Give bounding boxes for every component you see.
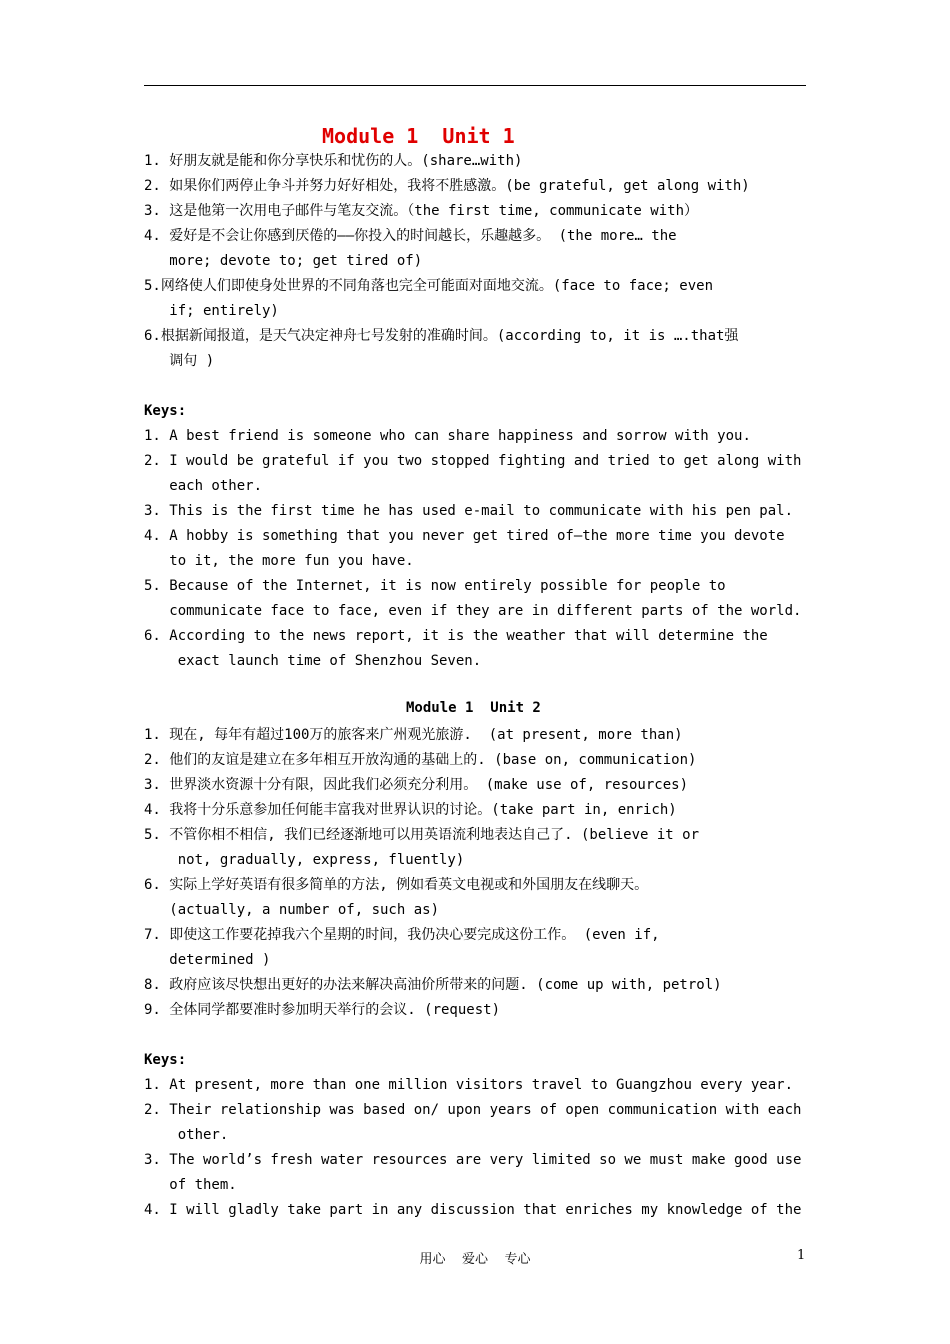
unit2-key: 1. At present, more than one million visitors travel to Guangzhou every year. [144, 1077, 794, 1093]
unit2-question-cont: not, gradually, express, fluently) [144, 852, 465, 868]
unit1-key-cont: to it, the more fun you have. [144, 553, 414, 569]
header-rule [144, 85, 806, 86]
unit2-question: 2. 他们的友谊是建立在多年相互开放沟通的基础上的. (base on, communication) [144, 752, 697, 768]
unit2-key-cont: of them. [144, 1177, 237, 1193]
unit1-question: 4. 爱好是不会让你感到厌倦的——你投入的时间越长，乐趣越多。 (the more… the [144, 228, 677, 244]
unit2-question: 1. 现在, 每年有超过100万的旅客来广州观光旅游. (at present, more than) [144, 727, 683, 743]
unit2-question: 7. 即使这工作要花掉我六个星期的时间，我仍决心要完成这份工作。 (even if, [144, 927, 660, 943]
unit1-question: 6.根据新闻报道，是天气决定神舟七号发射的准确时间。(according to, it is ….that强 [144, 328, 739, 344]
unit2-question: 4. 我将十分乐意参加任何能丰富我对世界认识的讨论。(take part in, enrich) [144, 802, 677, 818]
unit1-key: 3. This is the first time he has used e-mail to communicate with his pen pal. [144, 503, 794, 519]
unit1-key: 6. According to the news report, it is the weather that will determine the [144, 628, 768, 644]
unit2-question: 6. 实际上学好英语有很多简单的方法, 例如看英文电视或和外国朋友在线聊天。 [144, 877, 649, 893]
unit1-key-cont: exact launch time of Shenzhou Seven. [144, 653, 482, 669]
unit2-key-cont: other. [144, 1127, 229, 1143]
unit2-question: 8. 政府应该尽快想出更好的办法来解决高油价所带来的问题. (come up with, petrol) [144, 977, 722, 993]
unit1-question: 2. 如果你们两停止争斗并努力好好相处，我将不胜感激。(be grateful, get along with) [144, 178, 750, 194]
unit2-question: 9. 全体同学都要准时参加明天举行的会议. (request) [144, 1002, 501, 1018]
unit2-heading: Module 1 Unit 2 [406, 700, 541, 716]
unit1-question: 1. 好朋友就是能和你分享快乐和忧伤的人。(share…with) [144, 153, 523, 169]
unit1-key: 4. A hobby is something that you never get tired of—the more time you devote [144, 528, 785, 544]
unit1-question-cont: 调句 ) [144, 353, 215, 369]
unit1-key-cont: communicate face to face, even if they are in different parts of the world. [144, 603, 802, 619]
unit1-key: 1. A best friend is someone who can share happiness and sorrow with you. [144, 428, 751, 444]
unit2-question: 3. 世界淡水资源十分有限，因此我们必须充分利用。 (make use of, resources) [144, 777, 689, 793]
unit2-key: 3. The world’s fresh water resources are very limited so we must make good use [144, 1152, 802, 1168]
unit1-question: 5.网络使人们即使身处世界的不同角落也完全可能面对面地交流。(face to face; even [144, 278, 714, 294]
unit2-question: 5. 不管你相不相信, 我们已经逐渐地可以用英语流利地表达自己了. (believe it or [144, 827, 700, 843]
page-number: 1 [797, 1248, 806, 1263]
unit2-question-cont: determined ) [144, 952, 271, 968]
page-footer: 用心 爱心 专心 [419, 1252, 531, 1267]
unit1-key-cont: each other. [144, 478, 263, 494]
unit1-keys-label: Keys: [144, 403, 187, 419]
unit1-key: 5. Because of the Internet, it is now entirely possible for people to [144, 578, 726, 594]
unit1-question-cont: if; entirely) [144, 303, 279, 319]
unit2-keys-label: Keys: [144, 1052, 187, 1068]
unit2-question-cont: (actually, a number of, such as) [144, 902, 440, 918]
unit2-key: 4. I will gladly take part in any discussion that enriches my knowledge of the [144, 1202, 802, 1218]
unit1-key: 2. I would be grateful if you two stopped fighting and tried to get along with [144, 453, 802, 469]
unit1-question-cont: more; devote to; get tired of) [144, 253, 423, 269]
unit1-question: 3. 这是他第一次用电子邮件与笔友交流。（the first time, communicate with） [144, 203, 699, 219]
unit2-key: 2. Their relationship was based on/ upon years of open communication with each [144, 1102, 802, 1118]
page-title: Module 1 Unit 1 [322, 124, 515, 148]
